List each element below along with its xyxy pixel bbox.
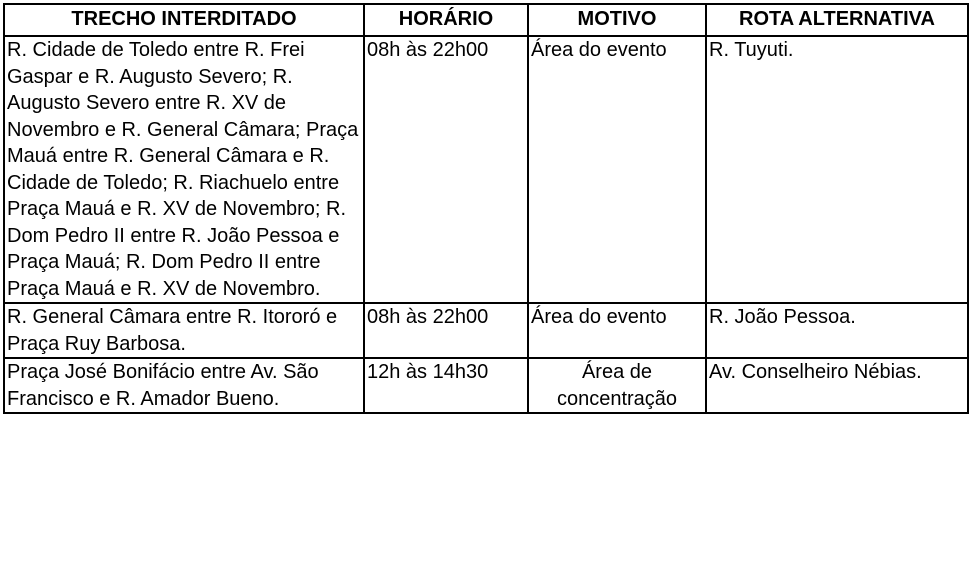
header-motivo: MOTIVO: [528, 4, 706, 36]
cell-horario: 08h às 22h00: [364, 303, 528, 358]
cell-rota-alternativa: R. João Pessoa.: [706, 303, 968, 358]
header-trecho-interditado: TRECHO INTERDITADO: [4, 4, 364, 36]
cell-horario: 12h às 14h30: [364, 358, 528, 413]
cell-trecho: R. General Câmara entre R. Itororó e Praça Ruy Barbosa.: [4, 303, 364, 358]
cell-rota-alternativa: R. Tuyuti.: [706, 36, 968, 303]
table-row: [4, 303, 968, 358]
cell-motivo: Área de concentração: [528, 358, 706, 413]
road-closures-table: [3, 3, 969, 414]
cell-trecho: R. Cidade de Toledo entre R. Frei Gaspar e R. Augusto Severo; R. Augusto Severo entre R. XV de Novembro e R. General Câmara; Praça Mauá entre R. General Câmara e R. Cidade de Toledo; R. Riachuelo entre Praça Mauá e R. XV de Novembro; R. Dom Pedro II entre R. João Pessoa e Praça Mauá; R. Dom Pedro II entre Praça Mauá e R. XV de Novembro.: [4, 36, 364, 303]
cell-trecho: Praça José Bonifácio entre Av. São Francisco e R. Amador Bueno.: [4, 358, 364, 413]
cell-rota-alternativa: Av. Conselheiro Nébias.: [706, 358, 968, 413]
cell-motivo: Área do evento: [528, 36, 706, 303]
table-row: [4, 358, 968, 413]
table-header-row: [4, 4, 968, 36]
cell-horario: 08h às 22h00: [364, 36, 528, 303]
header-rota-alternativa: ROTA ALTERNATIVA: [706, 4, 968, 36]
table-row: [4, 36, 968, 303]
cell-motivo: Área do evento: [528, 303, 706, 358]
header-horario: HORÁRIO: [364, 4, 528, 36]
